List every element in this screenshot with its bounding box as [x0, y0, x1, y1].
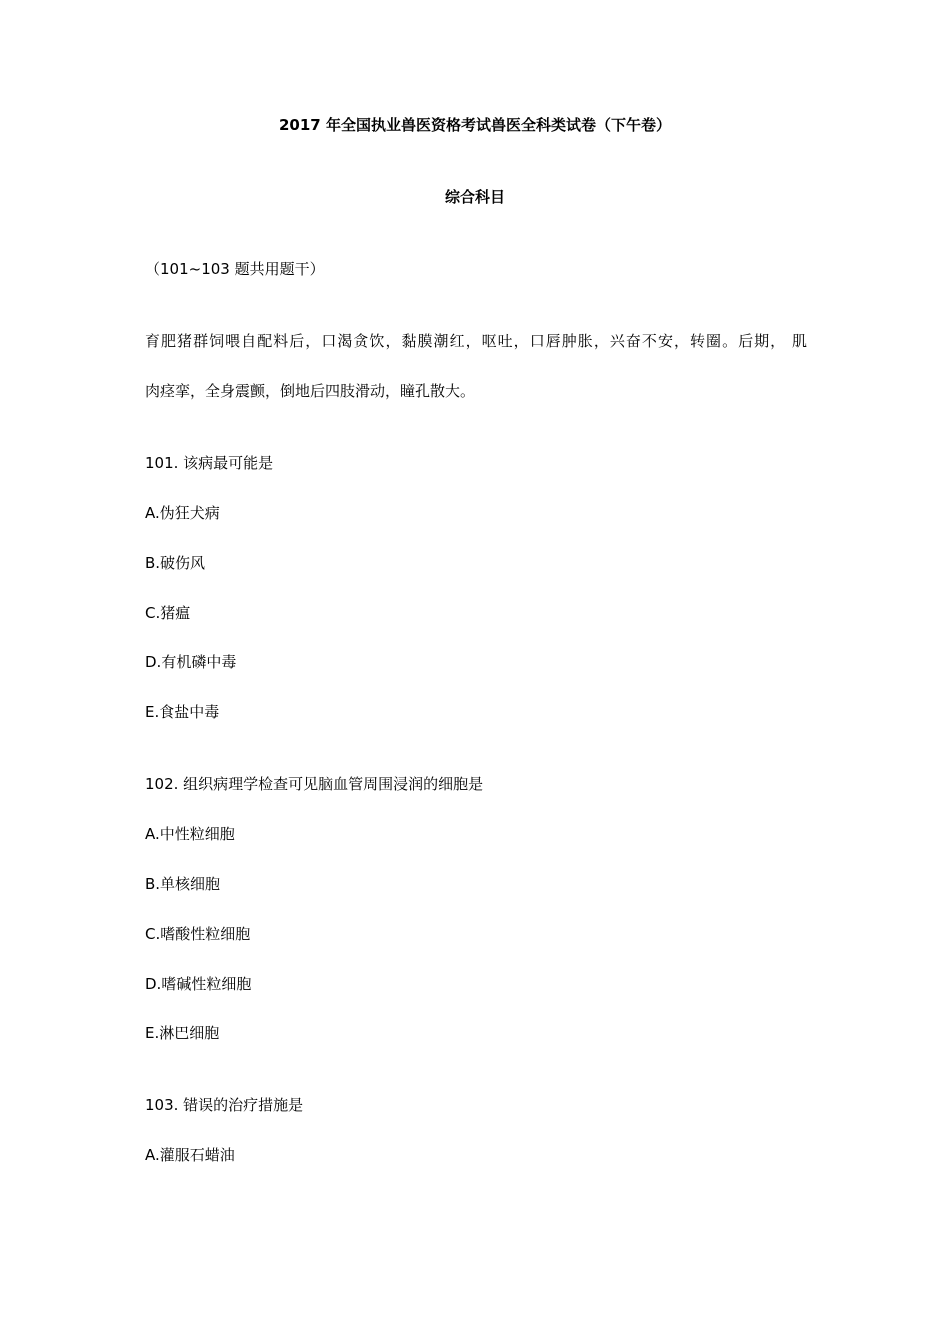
document-title: 2017 年全国执业兽医资格考试兽医全科类试卷（下午卷）: [279, 116, 671, 134]
stem-line-2: 肉痉挛，全身震颤，倒地后四肢滑动，瞳孔散大。: [145, 382, 476, 400]
document-subtitle: 综合科目: [444, 188, 505, 206]
stem-line-1: 育肥猪群饲喂自配料后，口渴贪饮，黏膜潮红，呕吐，口唇肿胀，兴奋不安，转圈。后期， 肌: [145, 332, 807, 350]
option-101-b: B.破伤风: [145, 554, 206, 572]
option-102-b: B.单核细胞: [145, 875, 221, 893]
option-101-c: C.猪瘟: [145, 604, 191, 622]
question-102: 102. 组织病理学检查可见脑血管周围浸润的细胞是: [145, 775, 484, 793]
option-102-c: C.嗜酸性粒细胞: [145, 925, 251, 943]
option-103-a: A.灌服石蜡油: [145, 1146, 235, 1164]
option-102-e: E.淋巴细胞: [145, 1024, 220, 1042]
option-101-d: D.有机磷中毒: [145, 653, 237, 671]
option-101-e: E.食盐中毒: [145, 703, 220, 721]
stem-range: （101~103 题共用题干）: [145, 260, 325, 278]
option-102-a: A.中性粒细胞: [145, 825, 235, 843]
option-101-a: A.伪狂犬病: [145, 504, 220, 522]
question-103: 103. 错误的治疗措施是: [145, 1096, 304, 1114]
question-101: 101. 该病最可能是: [145, 454, 274, 472]
option-102-d: D.嗜碱性粒细胞: [145, 975, 252, 993]
